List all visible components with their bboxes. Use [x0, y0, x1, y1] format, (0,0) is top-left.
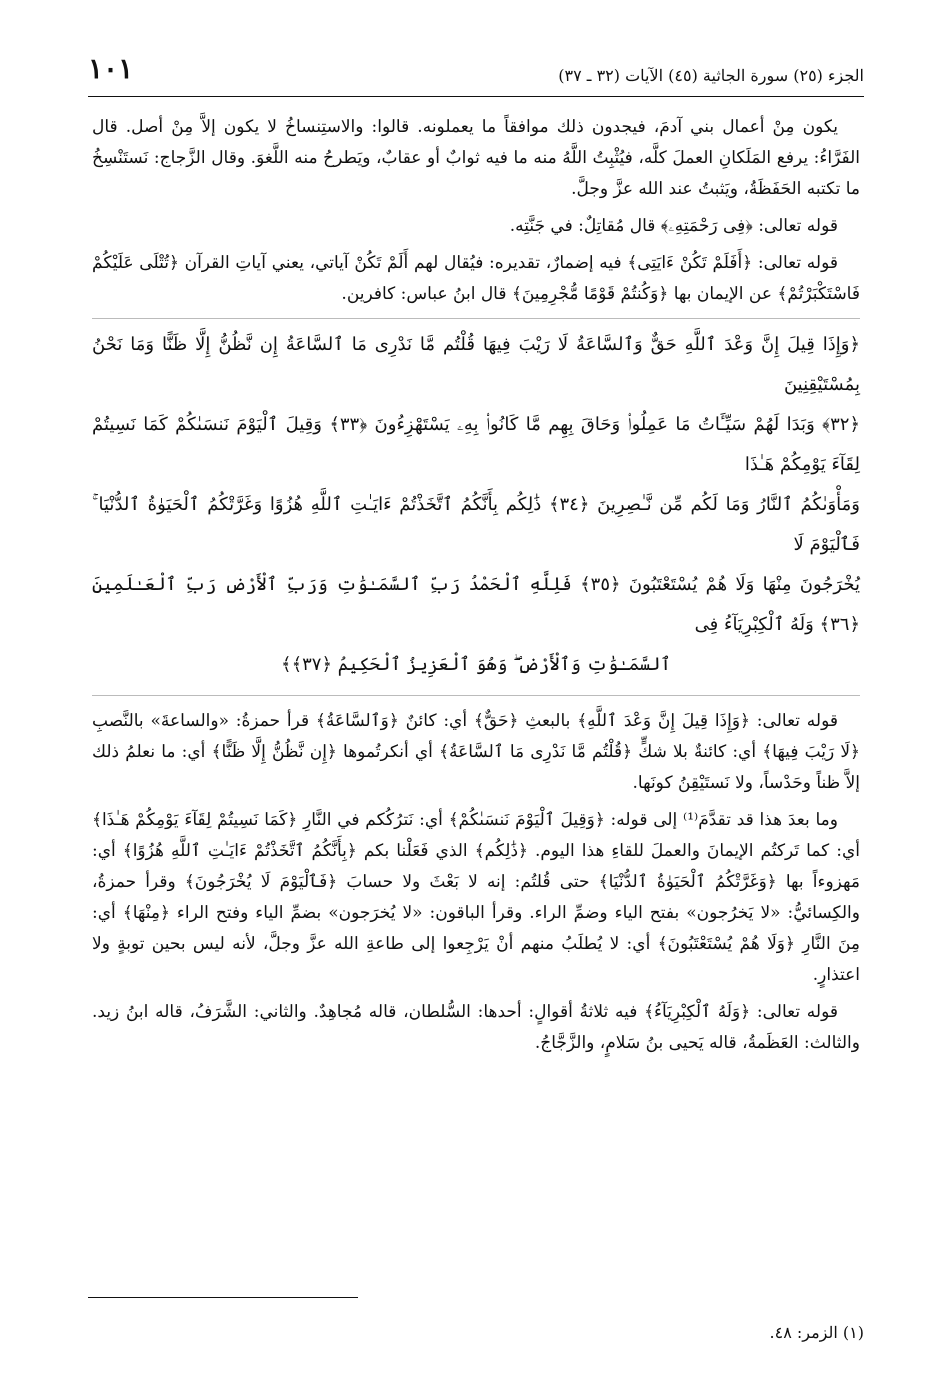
footnote: (١) الزمر: ٤٨.: [769, 1323, 864, 1342]
quran-verse-line: ﴿وَإِذَا قِيلَ إِنَّ وَعْدَ ٱللَّهِ حَقٌّ وَٱلسَّاعَةُ لَا رَيْبَ فِيهَا قُلْتُم مَّا نَدْرِى مَا ٱلسَّاعَةُ إِن نَّظُنُّ إِلَّا ظَنًّا وَمَا نَحْنُ بِمُسْتَيْقِنِينَ: [92, 334, 860, 395]
commentary-paragraph: يكون مِنْ أعمال بني آدمَ، فيجدون ذلك موافقاً ما يعملونه. قالوا: والاستِنساخُ لا يكون إلاَّ مِنْ أصل. قال الفَرَّاءُ: يرفع المَلَكانِ العملَ كلَّه، فيُثْبِتُ اللَّهُ منه ما فيه ثوابٌ أو عقابٌ، ويَطرحُ منه اللَّغوَ. وقال الزَّجاج: نَستَنْسِخُ ما تكتبه الحَفَظَةُ، ويَثبتُ عند الله عزَّ وجلَّ.: [92, 117, 860, 199]
quran-verse-line: يُخْرَجُونَ مِنْهَا وَلَا هُمْ يُسْتَعْتَبُونَ ﴿٣٥﴾ فَلِلَّهِ ٱلْحَمْدُ رَبِّ ٱلسَّمَـٰوَٰتِ وَرَبِّ ٱلْأَرْضِ رَبِّ ٱلْعَـٰلَمِينَ ﴿٣٦﴾ وَلَهُ ٱلْكِبْرِيَآءُ فِى: [92, 574, 860, 635]
commentary-paragraph: قوله تعالى: ﴿أَفَلَمْ تَكُنْ ءَايَتِى﴾ فيه إضمارٌ، تقديره: فيُقال لهم أَلَمْ تَكُنْ آياتي، يعني آياتِ القرآن ﴿تُتْلَى عَلَيْكُمْ فَاسْتَكْبَرْتُمْ﴾ عن الإيمان بها ﴿وَكُنتُمْ قَوْمًا مُّجْرِمِينَ﴾ قال ابنُ عباس: كافرين.: [92, 253, 860, 304]
quran-verse-line: وَمَأْوَىٰكُمُ ٱلنَّارُ وَمَا لَكُم مِّن نَّـٰصِرِينَ ﴿٣٤﴾ ذَٰلِكُم بِأَنَّكُمُ ٱتَّخَذْتُمْ ءَايَـٰتِ ٱللَّهِ هُزُوًا وَغَرَّتْكُمُ ٱلْحَيَوٰةُ ٱلدُّنْيَا ۚ فَٱلْيَوْمَ لَا: [92, 494, 860, 555]
commentary-paragraph: قوله تعالى: ﴿وَإِذَا قِيلَ إِنَّ وَعْدَ ٱللَّهِ﴾ بالبعثِ ﴿حَقٌّ﴾ أي: كائنٌ ﴿وَٱلسَّاعَةُ﴾ قرأ حمزةُ: «والساعةَ» بالنَّصبِ ﴿لَا رَيْبَ فِيهَا﴾ أي: كائنةٌ بلا شكٍّ ﴿قُلْتُم مَّا نَدْرِى مَا ٱلسَّاعَةُ﴾ أي أنكرتُموها ﴿إِن نَّظُنُّ إِلَّا ظَنًّا﴾ أي: ما نعلمُ ذلك إلاَّ ظناً وحَدْساً، ولا نَستَيْقِنُ كونَها.: [92, 711, 860, 793]
quran-verse-line: ٱلسَّمَـٰوَٰتِ وَٱلْأَرْضِ ۖ وَهُوَ ٱلْعَزِيزُ ٱلْحَكِيمُ ﴿٣٧﴾﴾: [281, 654, 671, 675]
quran-verses-block: [92, 318, 860, 696]
commentary-paragraph: وما بعدَ هذا قد تقدَّمَ⁽¹⁾ إلى قوله: ﴿وَقِيلَ ٱلْيَوْمَ نَنسَىٰكُمْ﴾ أي: نَترُكُكم في النَّارِ ﴿كَمَا نَسِيتُمْ لِقَآءَ يَوْمِكُمْ هَـٰذَا﴾ أي: كما تَركتُم الإيمانَ والعملَ للقاءِ هذا اليوم. ﴿ذَٰلِكُم﴾ الذي فَعَلْنا بكم ﴿بِأَنَّكُمُ ٱتَّخَذْتُمْ ءَايَـٰتِ ٱللَّهِ هُزُوًا﴾ أي: مَهزوءاً بها ﴿وَغَرَّتْكُمُ ٱلْحَيَوٰةُ ٱلدُّنْيَا﴾ حتى قُلتُم: إنه لا بَعْثَ ولا حسابَ ﴿فَٱلْيَوْمَ لَا يُخْرَجُونَ﴾ وقرأ حمزةُ، والكِسائيُّ: «لا يَخرُجون» بفتح الياء وضمِّ الراء. وقرأ الباقون: «لا يُخرَجون» بضمِّ الياء وفتح الراء ﴿مِنْهَا﴾ أي: مِنَ النَّارِ ﴿وَلَا هُمْ يُسْتَعْتَبُونَ﴾ أي: لا يُطلَبُ منهم أنْ يَرْجِعوا إلى طاعةِ الله عزَّ وجلَّ، لأنه ليس بحين توبةٍ ولا اعتذارٍ.: [92, 810, 860, 985]
footnote-divider: [88, 1297, 358, 1298]
commentary-paragraph: قوله تعالى: ﴿فِى رَحْمَتِهِۦ﴾ قال مُقاتِلٌ: في جَنَّتِه.: [509, 216, 838, 236]
page-header: [88, 52, 864, 97]
running-head: الجزء (٢٥) سورة الجاثية (٤٥) الآيات (٣٢ ـ ٣٧): [558, 66, 864, 85]
commentary-paragraph: قوله تعالى: ﴿وَلَهُ ٱلْكِبْرِيَآءُ﴾ فيه ثلاثةُ أقوالٍ: أحدها: السُّلطان، قاله مُجاهِدٌ. والثاني: الشَّرَفُ، قاله ابنُ زيد. والثالث: العَظَمةُ، قاله يَحيى بنُ سَلامٍ، والزَّجَّاجُ.: [92, 1002, 860, 1053]
quran-verse-line: ﴿٣٢﴾ وَبَدَا لَهُمْ سَيِّـَٔاتُ مَا عَمِلُوا۟ وَحَاقَ بِهِم مَّا كَانُوا۟ بِهِۦ يَسْتَهْزِءُونَ ﴿٣٣﴾ وَقِيلَ ٱلْيَوْمَ نَنسَىٰكُمْ كَمَا نَسِيتُمْ لِقَآءَ يَوْمِكُمْ هَـٰذَا: [92, 414, 860, 475]
page-body: [92, 112, 860, 1065]
page-number: ١٠١: [88, 52, 134, 85]
